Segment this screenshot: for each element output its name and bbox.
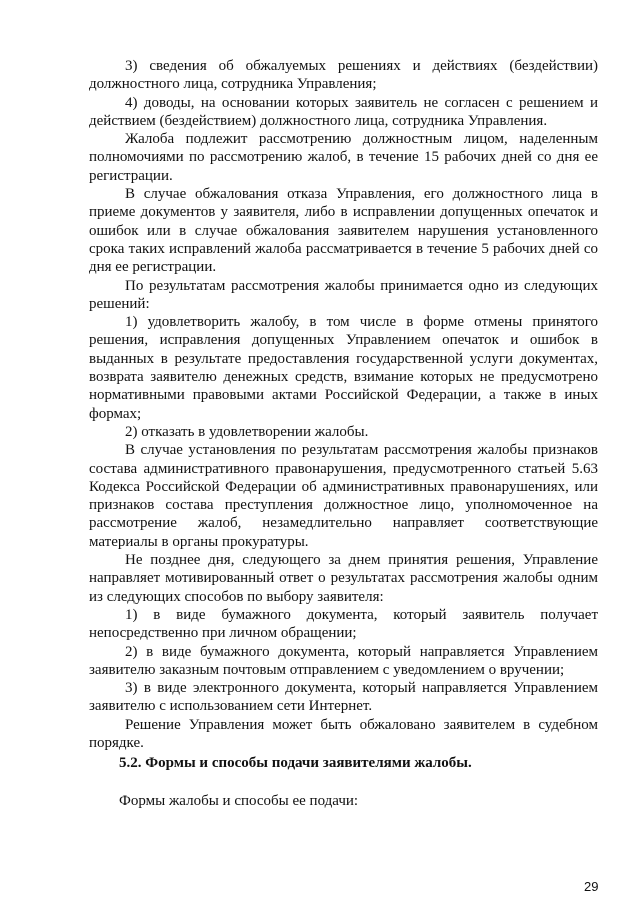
paragraph-review-term: Жалоба подлежит рассмотрению должностным лицом, наделенным полномочиями по рассмотрению жалоб, в течение 15 рабочих дней со дня ее регистрации. bbox=[89, 131, 598, 184]
page-number: 29 bbox=[584, 879, 599, 894]
section-heading: 5.2. Формы и способы подачи заявителями жалобы. bbox=[119, 755, 472, 772]
closing-line: Формы жалобы и способы ее подачи: bbox=[119, 792, 359, 809]
document-body bbox=[89, 57, 598, 810]
paragraph-response-deadline: Не позднее дня, следующего за днем принятия решения, Управление направляет мотивированный ответ о результатах рассмотрения жалобы одним из следующих способов по выбору заявителя: bbox=[89, 552, 598, 605]
paragraph-refusal-review-term: В случае обжалования отказа Управления, его должностного лица в приеме документов у заявителя, либо в исправлении допущенных опечаток и ошибок или в случае обжалования заявителем нарушения установленного срока таких исправлений жалоба рассматривается в течение 5 рабочих дней со дня ее регистрации. bbox=[89, 186, 598, 276]
paragraph-offense-signs: В случае установления по результатам рассмотрения жалобы признаков состава административного правонарушения, предусмотренного статьей 5.63 Кодекса Российской Федерации об административных правонарушениях, или признаков состава преступления должностное лицо, уполномоченное на рассмотрение жалоб, незамедлительно направляет соответствующие материалы в органы прокуратуры. bbox=[89, 442, 598, 550]
paragraph-decision-satisfy: 1) удовлетворить жалобу, в том числе в форме отмены принятого решения, исправления допущенных Управлением опечаток и ошибок в выданных в результате предоставления государственной услуги документах, возврата заявителю денежных средств, взимание которых не предусмотрено нормативными правовыми актами Российской Федерации, а также в иных формах; bbox=[89, 314, 598, 422]
paragraph-decision-refuse: 2) отказать в удовлетворении жалобы. bbox=[125, 423, 369, 440]
paragraph-review-results: По результатам рассмотрения жалобы принимается одно из следующих решений: bbox=[89, 277, 598, 312]
paragraph-response-paper-personal: 1) в виде бумажного документа, который заявитель получает непосредственно при личном обращении; bbox=[89, 606, 598, 642]
paragraph-response-paper-mail: 2) в виде бумажного документа, который направляется Управлением заявителю заказным почтовым отправлением с уведомлением о вручении; bbox=[89, 643, 598, 678]
paragraph-appeal-item-4: 4) доводы, на основании которых заявитель не согласен с решением и действием (бездействием) должностного лица, сотрудника Управления. bbox=[89, 94, 598, 129]
paragraph-response-electronic: 3) в виде электронного документа, который направляется Управлением заявителю с использованием сети Интернет. bbox=[89, 680, 598, 715]
paragraph-court-appeal: Решение Управления может быть обжаловано заявителем в судебном порядке. bbox=[89, 716, 598, 751]
paragraph-appeal-item-3: 3) сведения об обжалуемых решениях и действиях (бездействии) должностного лица, сотрудника Управления; bbox=[89, 58, 598, 93]
